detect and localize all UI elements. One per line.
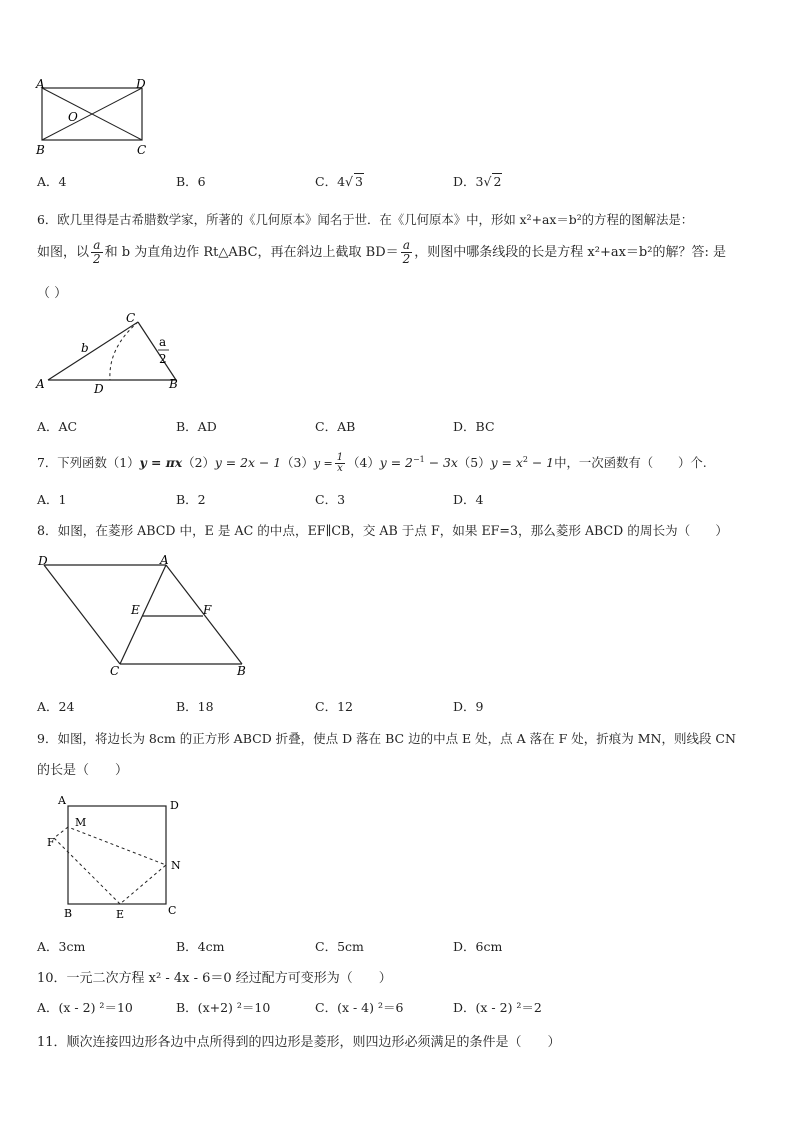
q8-label-B: B xyxy=(237,664,246,678)
q6-option-c[interactable]: C．AB xyxy=(315,419,356,434)
q8-label-C: C xyxy=(110,664,120,678)
q10-option-a[interactable]: A．(x - 2) ²＝10 xyxy=(37,1000,133,1015)
q9-option-a[interactable]: A．3cm xyxy=(37,939,86,954)
q6-fraction-a-over-2 xyxy=(91,239,103,265)
q8-label-D: D xyxy=(38,554,48,568)
q6-option-a[interactable]: A．AC xyxy=(37,419,78,434)
q7-part6: 中，一次函数有（ ）个. xyxy=(554,455,707,470)
q10-text: 10．一元二次方程 x² - 4x - 6＝0 经过配方可变形为（ ） xyxy=(37,971,392,986)
q6-frac-num: a xyxy=(91,239,103,253)
q6-label-D: D xyxy=(94,382,104,394)
q5-option-b[interactable]: B．6 xyxy=(176,174,206,189)
q7-func3-prefix: y = xyxy=(313,457,333,470)
q7-part4: （4） xyxy=(347,455,380,470)
q7-part2: （2） xyxy=(182,455,215,470)
q6-label-2: 2 xyxy=(159,352,167,366)
q5-option-a[interactable]: A．4 xyxy=(37,174,67,189)
q10-option-c[interactable]: C．(x - 4) ²＝6 xyxy=(315,1000,404,1015)
q6-line2-part2: 和 b 为直角边作 Rt△ABC，再在斜边上截取 BD＝ xyxy=(104,245,399,260)
q7-func5-exp: 2 xyxy=(522,454,528,464)
q6-label-A: A xyxy=(36,377,45,391)
q7-option-c[interactable]: C．3 xyxy=(315,492,346,507)
q9-label-B: B xyxy=(64,907,73,920)
q6-line2 xyxy=(37,237,726,269)
q5-option-c-prefix: C．4 xyxy=(315,174,346,189)
q5-option-c-radicand: 3 xyxy=(355,174,363,189)
q8-figure-rhombus xyxy=(30,552,256,682)
q6-label-C: C xyxy=(126,311,136,325)
q7-func5-suffix: − 1 xyxy=(527,455,555,470)
q7-option-a[interactable]: A．1 xyxy=(37,492,67,507)
q6-line3: （ ） xyxy=(37,286,68,301)
q5-label-C: C xyxy=(137,143,147,157)
q9-label-D: D xyxy=(170,799,179,812)
q6-label-b: b xyxy=(81,341,89,355)
q5-option-d-prefix: D．3 xyxy=(453,174,484,189)
q7-func3-num: 1 xyxy=(336,451,344,463)
q7-func5-prefix: y = x xyxy=(490,455,523,470)
q7-func2: y = 2x − 1 xyxy=(214,455,282,470)
q9-label-A: A xyxy=(58,794,66,807)
q9-line1: 9．如图，将边长为 8cm 的正方形 ABCD 折叠，使点 D 落在 BC 边的中点 E 处，点 A 落在 F 处，折痕为 MN，则线段 CN xyxy=(37,731,736,746)
q5-label-O: O xyxy=(68,110,78,124)
q8-label-A: A xyxy=(160,553,169,567)
q6-option-b[interactable]: B．AD xyxy=(176,419,217,434)
q7-func4-suffix: − 3x xyxy=(424,455,458,470)
q5-option-c[interactable] xyxy=(315,172,364,190)
q6-line2-part3: ，则图中哪条线段的长是方程 x²+ax＝b²的解？答: 是 xyxy=(414,245,726,260)
q5-option-d[interactable] xyxy=(453,172,502,190)
q7-part5: （5） xyxy=(457,455,491,470)
q9-label-E: E xyxy=(116,908,125,921)
q7-part3: （3） xyxy=(281,455,314,470)
q9-label-M: M xyxy=(75,816,87,829)
q7-func3-den: x xyxy=(337,463,343,474)
q7-func4-prefix: y = 2 xyxy=(379,455,413,470)
q8-option-a[interactable]: A．24 xyxy=(37,699,75,714)
q6-label-a: a xyxy=(159,335,167,349)
q8-option-b[interactable]: B．18 xyxy=(176,699,214,714)
q6-frac-den-2: 2 xyxy=(402,252,411,266)
q9-label-N: N xyxy=(171,859,181,872)
q5-label-B: B xyxy=(36,143,45,157)
q9-label-C: C xyxy=(168,904,177,917)
q6-line2-part1: 如图，以 xyxy=(37,245,90,260)
q7-option-d[interactable]: D．4 xyxy=(453,492,484,507)
q10-option-d[interactable]: D．(x - 2) ²＝2 xyxy=(453,1000,542,1015)
q9-label-F: F xyxy=(47,836,55,849)
q9-option-b[interactable]: B．4cm xyxy=(176,939,225,954)
sqrt-icon: √ xyxy=(345,174,353,189)
q7-part1: 7．下列函数（1） xyxy=(37,455,140,470)
q10-option-b[interactable]: B．(x+2) ²＝10 xyxy=(176,1000,271,1015)
q6-option-d[interactable]: D．BC xyxy=(453,419,495,434)
q6-frac-den: 2 xyxy=(93,252,101,266)
q7-func3-fraction xyxy=(335,453,345,475)
q5-option-d-radicand: 2 xyxy=(493,174,502,189)
q6-line1: 6．欧几里得是古希腊数学家，所著的《几何原本》闻名于世．在《几何原本》中，形如 x²+ax＝b²的方程的图解法是： xyxy=(37,212,694,227)
q9-figure-square xyxy=(40,793,190,923)
q7-func1: y = πx xyxy=(139,455,183,470)
q9-line2: 的长是（ ） xyxy=(37,763,129,778)
q8-text: 8．如图，在菱形 ABCD 中，E 是 AC 的中点，EF∥CB，交 AB 于点 F，如果 EF=3，那么菱形 ABCD 的周长为（ ） xyxy=(37,523,729,538)
q6-label-B: B xyxy=(169,377,178,391)
q8-label-E: E xyxy=(131,603,140,617)
q6-fraction-a-over-2-bd xyxy=(401,239,413,265)
q5-label-A: A xyxy=(36,77,45,91)
q7-option-b[interactable]: B．2 xyxy=(176,492,206,507)
q5-label-D: D xyxy=(136,77,146,91)
q7-func4-exp: −1 xyxy=(412,454,425,464)
q6-frac-num-2: a xyxy=(401,239,413,253)
q11-text: 11．顺次连接四边形各边中点所得到的四边形是菱形，则四边形必须满足的条件是（ ） xyxy=(37,1035,561,1050)
q9-option-d[interactable]: D．6cm xyxy=(453,939,503,954)
q8-label-F: F xyxy=(203,603,212,617)
q6-figure-triangle xyxy=(30,310,190,394)
q9-option-c[interactable]: C．5cm xyxy=(315,939,364,954)
q7-line xyxy=(37,448,707,478)
sqrt-icon: √ xyxy=(483,174,492,189)
q8-option-c[interactable]: C．12 xyxy=(315,699,353,714)
q5-figure-rectangle xyxy=(30,76,160,160)
q8-option-d[interactable]: D．9 xyxy=(453,699,484,714)
